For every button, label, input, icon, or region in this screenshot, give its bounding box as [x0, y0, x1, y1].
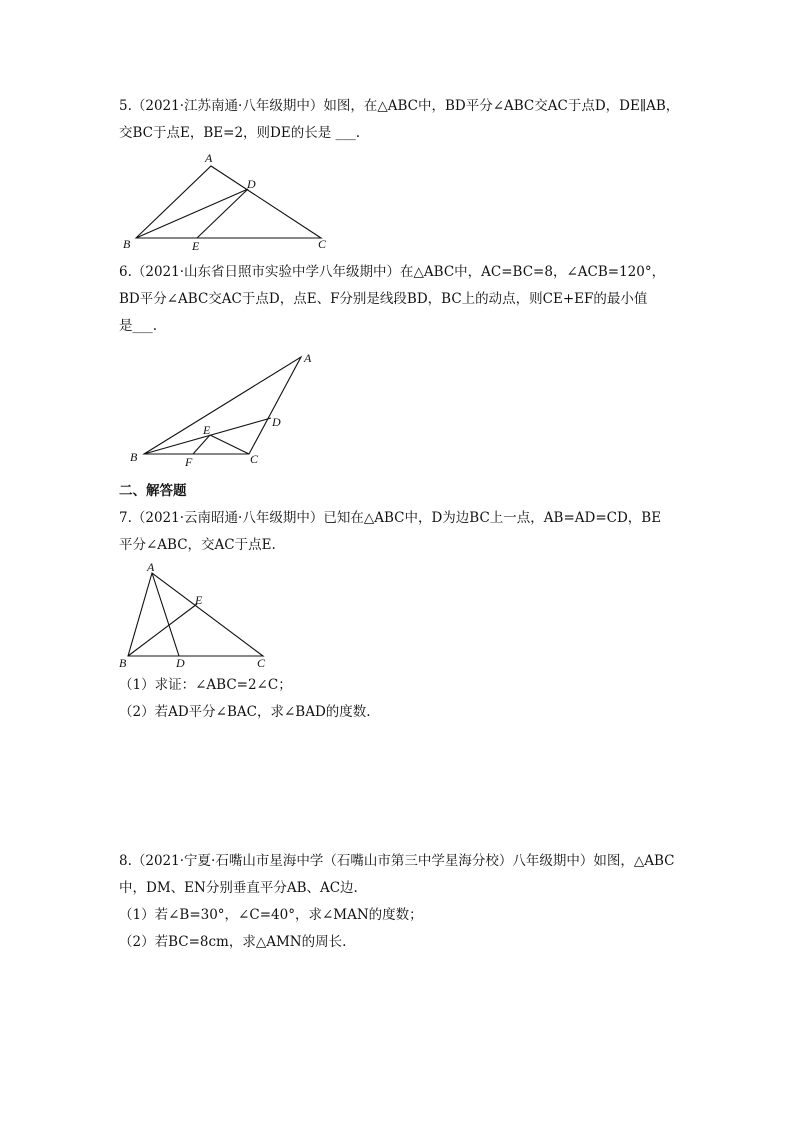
q6-label-c: C — [250, 452, 259, 466]
q5-label-b: B — [123, 237, 131, 251]
q6-label-d: D — [272, 415, 281, 429]
q7-label-d: D — [176, 656, 185, 670]
q5-line-1: 5.（2021·江苏南通·八年级期中）如图，在△ABC中，BD平分∠ABC交AC于点D，DE∥AB， — [119, 98, 680, 114]
q7-segment-be — [128, 604, 197, 656]
q8-line-1: 8.（2021·宁夏·石嘴山市星海中学（石嘴山市第三中学星海分校）八年级期中）如图，△ABC — [119, 853, 675, 869]
q5-triangle-abc — [136, 166, 321, 238]
q5-label-c: C — [318, 237, 327, 251]
q6-label-f: F — [185, 455, 193, 469]
q6-line-1: 6.（2021·山东省日照市实验中学八年级期中）在△ABC中，AC=BC=8，∠ACB=120°， — [119, 264, 666, 280]
q7-label-a: A — [147, 560, 155, 574]
q6-label-e: E — [203, 423, 211, 437]
q8-line-2: 中，DM、EN分别垂直平分AB、AC边. — [119, 880, 358, 896]
q7-figure — [115, 560, 275, 670]
q6-triangle-abc — [144, 357, 301, 454]
q6-line-3: 是___. — [119, 318, 158, 334]
q7-triangle-abc — [128, 573, 263, 656]
q5-line-2: 交BC于点E，BE=2，则DE的长是 ___. — [119, 125, 361, 141]
q6-figure — [125, 345, 325, 475]
q5-label-d: D — [247, 177, 256, 191]
q5-segment-bd — [136, 189, 248, 238]
q7-label-c: C — [257, 656, 266, 670]
q7-segment-ad — [152, 573, 179, 656]
q8-part-2: （2）若BC=8cm，求△AMN的周长. — [119, 934, 347, 950]
q5-figure — [110, 150, 340, 255]
q7-line-2: 平分∠ABC，交AC于点E. — [119, 537, 276, 553]
q6-label-b: B — [130, 450, 138, 464]
q7-label-b: B — [119, 656, 127, 670]
q5-segment-de — [197, 189, 248, 238]
q7-part-2: （2）若AD平分∠BAC，求∠BAD的度数. — [119, 704, 371, 720]
q5-label-e: E — [192, 239, 200, 253]
section-heading: 二、解答题 — [119, 483, 187, 499]
q7-part-1: （1）求证：∠ABC=2∠C； — [119, 677, 292, 693]
q5-label-a: A — [205, 151, 213, 165]
q6-segment-ce — [210, 435, 249, 454]
q6-line-2: BD平分∠ABC交AC于点D，点E、F分别是线段BD，BC上的动点，则CE+EF的最小值 — [119, 291, 648, 307]
q7-line-1: 7.（2021·云南昭通·八年级期中）已知在△ABC中，D为边BC上一点，AB=AD=CD，BE — [119, 510, 662, 526]
q7-label-e: E — [195, 593, 203, 607]
q8-part-1: （1）若∠B=30°，∠C=40°，求∠MAN的度数； — [119, 907, 423, 923]
q6-label-a: A — [304, 351, 312, 365]
